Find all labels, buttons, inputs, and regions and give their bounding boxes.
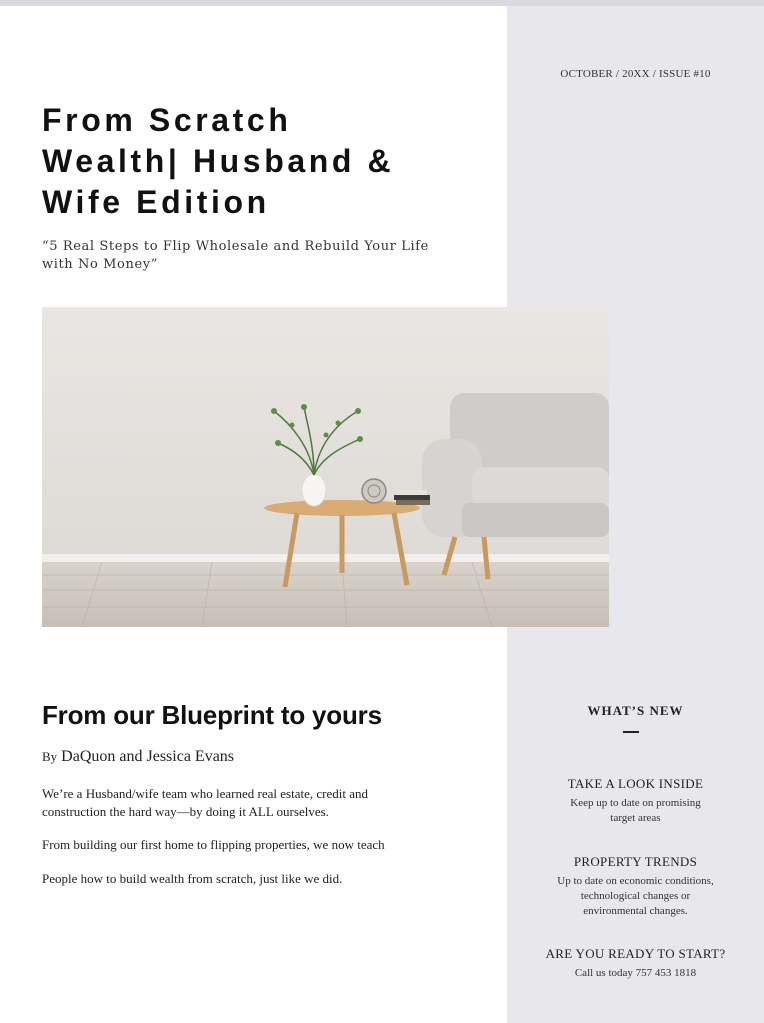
cover-subtitle-line: “5 Real Steps to Flip Wholesale and Rebuild Your Life (42, 239, 429, 254)
sidebar-body-line: environmental changes. (583, 905, 688, 917)
cover-title-line: Wife Edition (42, 184, 270, 220)
whats-new-divider (623, 731, 639, 733)
article-paragraph (42, 836, 462, 854)
article-paragraph (42, 870, 462, 888)
sidebar-body-line: Up to date on economic conditions, (557, 875, 714, 887)
byline-authors: DaQuon and Jessica Evans (61, 748, 235, 765)
decor-sphere (362, 479, 386, 503)
article-paragraph (42, 785, 462, 821)
paragraph-line: From building our first home to flipping properties, we now teach (42, 837, 385, 852)
cover-title-line: From Scratch (42, 102, 292, 138)
living-room-photo (42, 307, 609, 627)
cover-title-line: Wealth| Husband & (42, 143, 395, 179)
sidebar-item-heading: TAKE A LOOK INSIDE (567, 776, 704, 791)
sidebar-item-property-trends (507, 854, 764, 919)
sidebar-body-line: Keep up to date on promising (570, 797, 701, 809)
sidebar-body-line: Call us today 757 453 1818 (574, 967, 697, 979)
sidebar-item-body (507, 966, 764, 981)
sidebar-body-line: technological changes or (580, 890, 691, 902)
paragraph-line: construction the hard way—by doing it ALL ourselves. (42, 804, 329, 819)
cover-subtitle (42, 238, 482, 274)
sidebar-item-heading: PROPERTY TRENDS (573, 854, 698, 869)
sidebar-item-ready-to-start (507, 946, 764, 981)
cover-title (42, 100, 502, 223)
whats-new-heading: WHAT’S NEW (587, 703, 684, 718)
cover-subtitle-line: with No Money” (42, 257, 158, 272)
sidebar-item-body (507, 874, 764, 919)
sidebar-body-line: target areas (610, 812, 661, 824)
paragraph-line: We’re a Husband/wife team who learned real estate, credit and (42, 786, 368, 801)
issue-line: OCTOBER / 20XX / ISSUE #10 (560, 68, 711, 80)
sidebar-item-heading: ARE YOU READY TO START? (545, 946, 726, 961)
paragraph-line: People how to build wealth from scratch, just like we did. (42, 871, 343, 886)
article-heading: From our Blueprint to yours (42, 700, 382, 730)
living-room-illustration (42, 307, 609, 627)
sidebar-item-body (507, 796, 764, 826)
byline-prefix: By (42, 749, 58, 764)
book-stack (394, 490, 430, 505)
floor (42, 562, 609, 627)
baseboard (42, 554, 609, 562)
sidebar-item-take-a-look (507, 776, 764, 826)
byline (42, 748, 234, 766)
